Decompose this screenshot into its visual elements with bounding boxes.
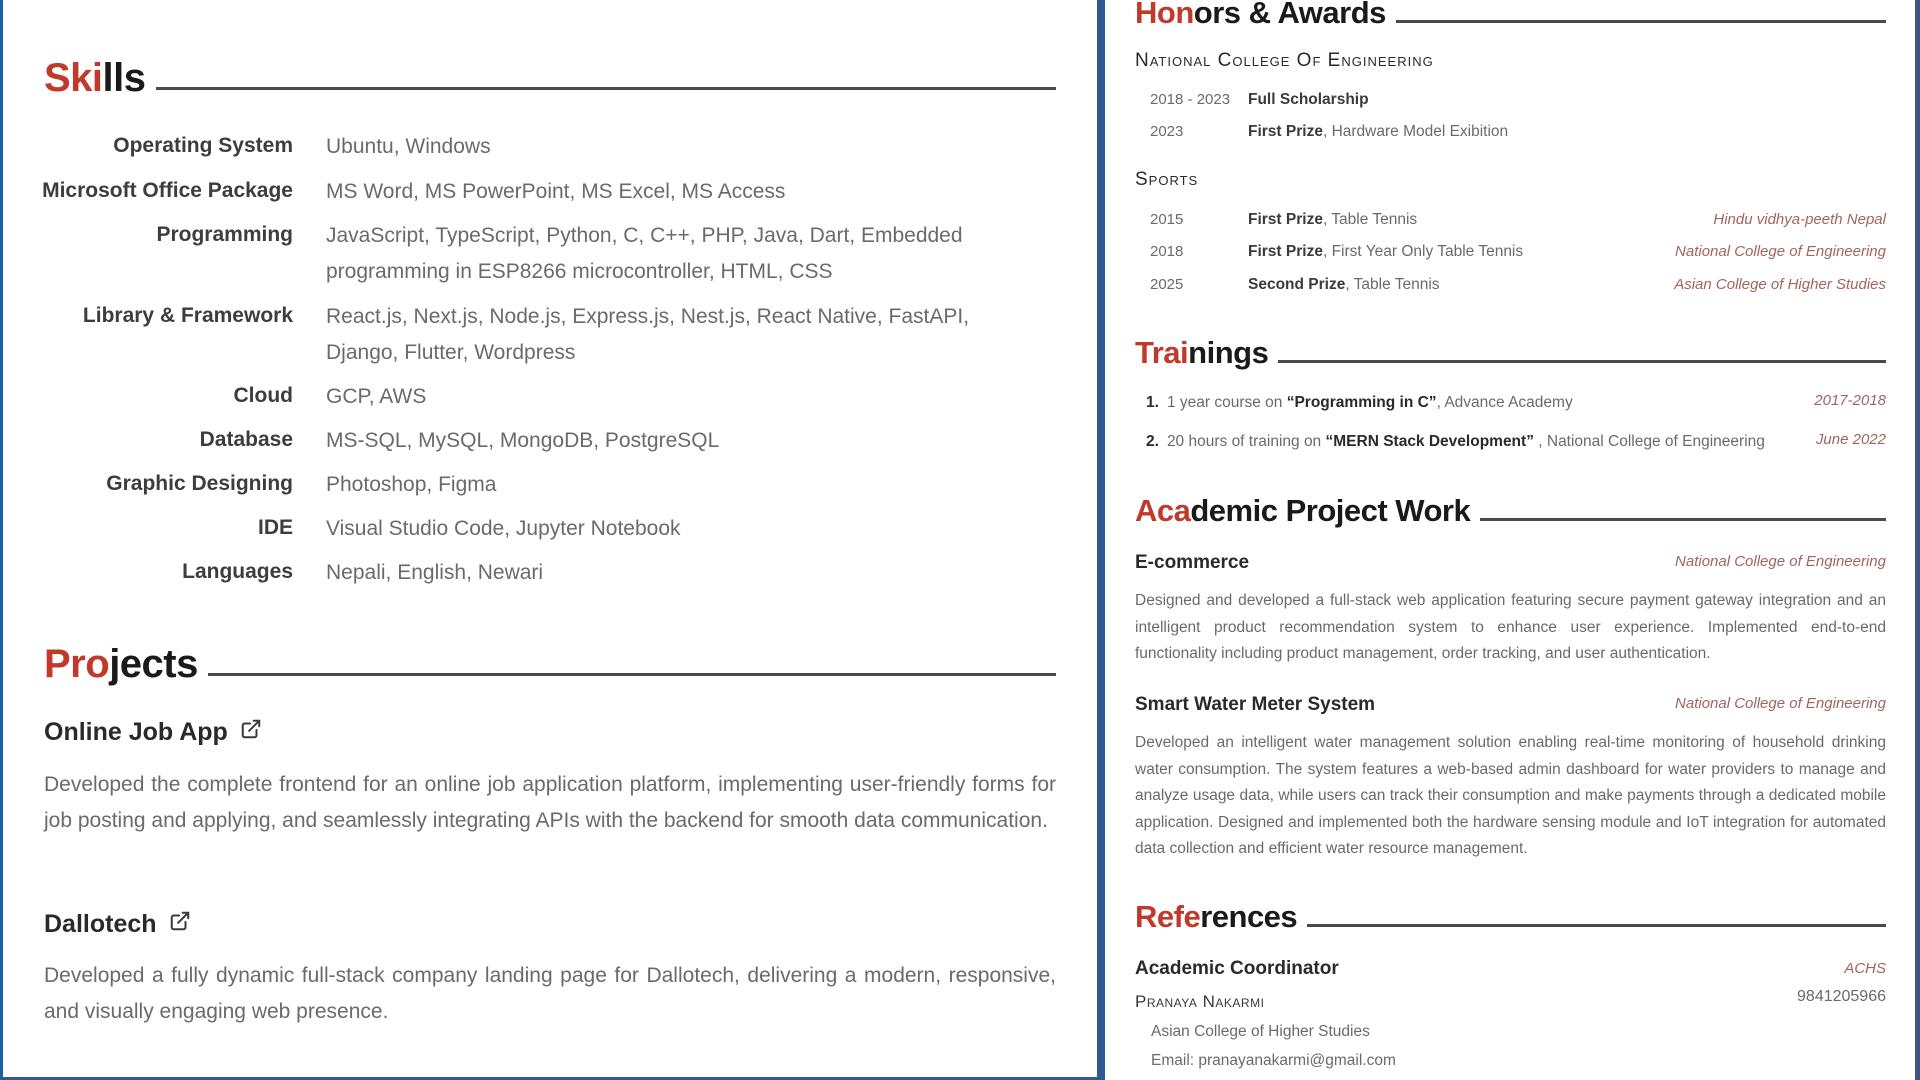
honors-group-title: National College Of Engineering — [1135, 50, 1434, 71]
reference-org: ACHS — [1844, 960, 1886, 977]
skills-title-rest: lls — [102, 56, 146, 100]
references-title-accent: Refe — [1135, 899, 1201, 934]
award-title: First Prize — [1248, 211, 1323, 228]
trainings-title — [1135, 336, 1268, 370]
academic-project-place: National College of Engineering — [1675, 553, 1886, 570]
reference-phone: 9841205966 — [1797, 988, 1886, 1005]
projects-title-rest: jects — [109, 642, 198, 686]
training-date: June 2022 — [1815, 431, 1886, 448]
reference-institution: Asian College of Higher Studies — [1151, 1023, 1370, 1040]
external-link-icon[interactable] — [240, 718, 262, 747]
skill-value: MS Word, MS PowerPoint, MS Excel, MS Access — [326, 180, 786, 203]
projects-title-accent: Pro — [44, 642, 110, 686]
skill-label: IDE — [257, 516, 293, 539]
references-title — [1135, 900, 1297, 934]
academic-title-rest: demic Project Work — [1190, 493, 1471, 528]
page-divider — [1097, 0, 1105, 1080]
academic-project-description: Developed an intelligent water management solution enabling real-time monitoring of household drinking water consumption. The system features a web-based admin dashboard for water providers to manage and analyze usage data, while users can track their consumption and make payments through a dedicated mobile application. Designed and implemented both the hardware sensing module and IoT integration for automated data collection and efficient water resource management. — [1135, 734, 1886, 857]
honors-group-title: Sports — [1135, 169, 1199, 190]
skills-title — [44, 56, 146, 100]
training-date: 2017-2018 — [1814, 392, 1886, 409]
external-link-icon[interactable] — [169, 910, 191, 939]
project-name: Online Job App — [44, 718, 228, 746]
project-description: Developed a fully dynamic full-stack company landing page for Dallotech, delivering a modern, responsive, and visually engaging web presence. — [44, 964, 1056, 1023]
award-text — [1248, 123, 1508, 141]
honors-title-rest: ors & Awards — [1193, 0, 1386, 30]
training-pre: 1 year course on — [1166, 394, 1287, 411]
section-rule — [1396, 20, 1886, 23]
reference-role: Academic Coordinator — [1135, 958, 1339, 979]
project-title — [44, 718, 262, 747]
honors-heading — [1135, 0, 1886, 30]
skill-label: Microsoft Office Package — [42, 179, 293, 202]
training-item — [1146, 433, 1765, 451]
academic-project-place: National College of Engineering — [1675, 695, 1886, 712]
training-pre: 20 hours of training on — [1166, 433, 1326, 450]
academic-project-title: E-commerce — [1135, 552, 1250, 573]
skills-heading — [44, 56, 1056, 100]
award-year: 2018 - 2023 — [1150, 91, 1231, 108]
section-rule — [1480, 518, 1886, 521]
section-rule — [1278, 360, 1886, 363]
skill-label: Cloud — [233, 384, 293, 407]
award-place: National College of Engineering — [1675, 243, 1886, 260]
award-year: 2025 — [1150, 276, 1184, 293]
skill-value: GCP, AWS — [326, 385, 427, 408]
skill-value: Visual Studio Code, Jupyter Notebook — [326, 517, 681, 540]
references-heading — [1135, 900, 1886, 934]
training-course: “MERN Stack Development” — [1325, 433, 1534, 450]
award-detail: , Hardware Model Exibition — [1322, 123, 1509, 140]
skills-title-accent: Ski — [44, 56, 103, 100]
trainings-title-rest: nings — [1188, 335, 1269, 370]
award-detail: , Table Tennis — [1345, 276, 1440, 293]
trainings-heading — [1135, 336, 1886, 370]
project-title — [44, 910, 191, 939]
projects-heading — [44, 642, 1056, 686]
training-course: “Programming in C” — [1286, 394, 1437, 411]
academic-project-description: Designed and developed a full-stack web application featuring secure payment gateway integration and an intelligent product recommendation system to enhance user experience. Implemented end-to-end functionality including product management, order tracking, and user authentication. — [1135, 592, 1886, 662]
skill-label: Library & Framework — [82, 304, 293, 327]
award-year: 2015 — [1150, 211, 1184, 228]
award-title: First Prize — [1248, 123, 1323, 140]
award-year: 2023 — [1150, 123, 1184, 140]
training-post: , National College of Engineering — [1533, 433, 1765, 450]
projects-title — [44, 642, 198, 686]
academic-title — [1135, 494, 1470, 528]
left-page-border — [0, 0, 3, 1080]
training-item — [1146, 394, 1573, 412]
academic-project-title: Smart Water Meter System — [1135, 694, 1376, 715]
academic-heading — [1135, 494, 1886, 528]
award-title: First Prize — [1248, 243, 1323, 260]
skill-label: Programming — [156, 223, 293, 246]
academic-title-accent: Aca — [1135, 493, 1191, 528]
skill-label: Languages — [182, 560, 293, 583]
skill-value: Nepali, English, Newari — [326, 561, 544, 584]
honors-title — [1135, 0, 1386, 30]
award-place: Hindu vidhya-peeth Nepal — [1713, 211, 1886, 228]
section-rule — [208, 673, 1056, 676]
skill-value: JavaScript, TypeScript, Python, C, C++, PHP, Java, Dart, Embedded programming in ESP8266 microcontroller, HTML, CSS — [326, 224, 963, 283]
award-text — [1248, 243, 1523, 261]
skill-value: Ubuntu, Windows — [326, 135, 491, 158]
skill-label: Database — [199, 428, 293, 451]
award-detail: , Table Tennis — [1322, 211, 1418, 228]
section-rule — [1307, 924, 1886, 927]
skill-value: Photoshop, Figma — [326, 473, 497, 496]
skill-value: React.js, Next.js, Node.js, Express.js, Nest.js, React Native, FastAPI, Django, Flutter, Wordpress — [326, 305, 970, 364]
training-number: 2. — [1146, 433, 1159, 450]
skill-value: MS-SQL, MySQL, MongoDB, PostgreSQL — [326, 429, 720, 452]
skill-label: Operating System — [113, 134, 293, 157]
reference-email: Email: pranayanakarmi@gmail.com — [1151, 1052, 1396, 1069]
project-description: Developed the complete frontend for an online job application platform, implementing user-friendly forms for job posting and applying, and seamlessly integrating APIs with the backend for smooth data communication. — [44, 773, 1056, 832]
skill-label: Graphic Designing — [106, 472, 293, 495]
training-number: 1. — [1146, 394, 1159, 411]
honors-title-accent: Hon — [1135, 0, 1194, 30]
reference-name: Pranaya Nakarmi — [1135, 992, 1265, 1011]
award-title: Full Scholarship — [1248, 91, 1369, 108]
award-detail: , First Year Only Table Tennis — [1322, 243, 1524, 260]
award-title: Second Prize — [1248, 276, 1346, 293]
award-text — [1248, 211, 1417, 229]
award-place: Asian College of Higher Studies — [1674, 276, 1886, 293]
references-title-rest: rences — [1200, 899, 1298, 934]
trainings-title-accent: Trai — [1135, 335, 1189, 370]
project-name: Dallotech — [44, 910, 157, 938]
award-text — [1248, 91, 1369, 109]
award-year: 2018 — [1150, 243, 1184, 260]
section-rule — [156, 87, 1056, 90]
right-page-border — [1915, 0, 1920, 1080]
training-post: , Advance Academy — [1436, 394, 1573, 411]
award-text — [1248, 276, 1440, 294]
